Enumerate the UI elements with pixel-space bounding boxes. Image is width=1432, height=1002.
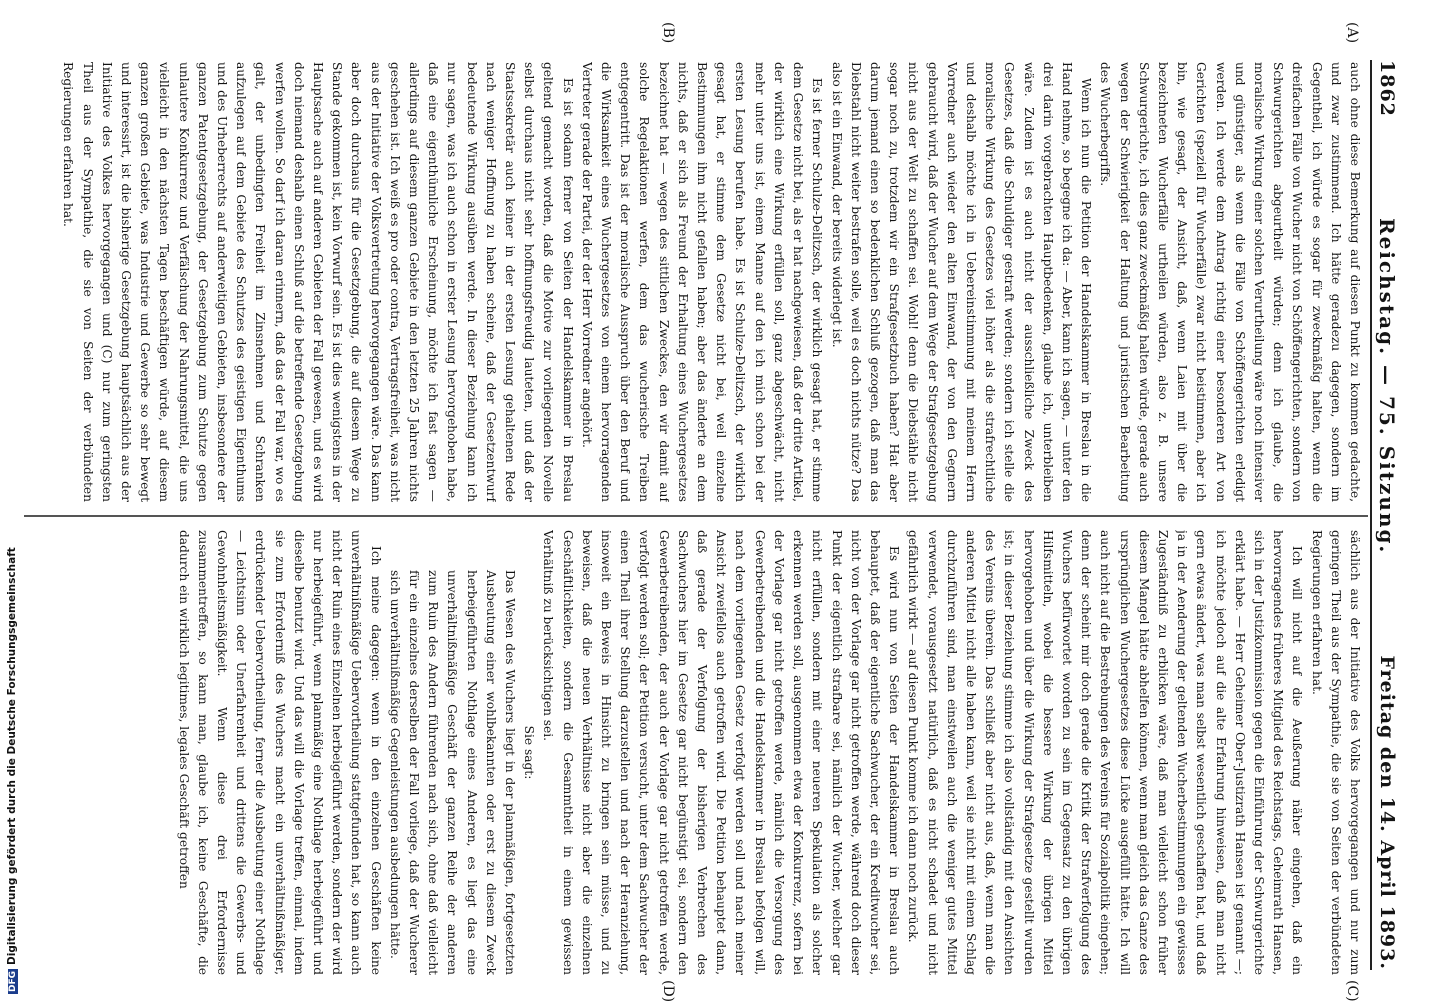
left-column: [24, 62, 1364, 502]
paragraph: Ich meine dagegen: wenn in den einzelnen Geschäften keine unverhältnißmäßige Uebervortheilung stattgefunden hat, so kann auch nicht der Ruin eines Einzelnen herbeigeführt werden, sondern der wird nur herbeigeführt, wenn planmäßig eine Nothlage herbeigeführt und dieselbe benutzt wird. Und das will die Vorlage treffen, einmal, indem sie zum Erforderniß des Wuchers macht ein unverhältnißmäßiger, erdrückender Uebervortheilung, ferner die Ausbeutung einer Nothlage — Leichtsinn oder Unerfahrenheit und drittens die Gewerbs- und Gewohnheitsmäßigkeit. Wenn diese drei Erfordernisse zusammentreffen, so kann man, glaube ich, keine Geschäfte, die dadurch ein wirklich legitimes, legales Geschäft getroffen: [176, 530, 383, 975]
paragraph: Ich will nicht auf die Aeußerung näher eingehen, daß ein hervorragendes früheres Mitglied des Reichstags, Geheimrath Hansen, sich in der Justizkommission gegen die Einführung der Schwurgerichte erklärt habe. — Herr Geheimer Ober-Justizrath Hansen ist genannt —; ich möchte jedoch auf die alte Erfahrung hinweisen, daß man nicht gern etwas ändert, was man selbst wesentlich geschaffen hat, und daß ja in der Aenderung der geltenden Wucherbestimmungen ein gewisses Zugeständniß zu erblicken wäre, daß man vielleicht schon früher diesem Mangel hätte abhelfen können, wenn man gleich das Ganze des ursprünglichen Wuchergesetzes diese Lücke ausgefüllt hätte. Ich will auch nicht auf die Bestrebungen des Vereins für Sozialpolitik eingehen; denn der scheint mir doch gerade die Kritik der Strafverfolgung des Wuchers befürwortet worden zu sein im Gegensatz zu den übrigen Hilfsmitteln, wobei die bessere Wirkung der übrigen Mittel hervorgehoben und über die Wirkung der Strafgesetze gestellt wurden ist; in dieser Beziehung stimme ich also vollständig mit den Ansichten des Vereins überein. Das schließt aber nicht aus, daß, wenn man die anderen Mittel nicht alle haben kann, weil sie nicht mit einem Schlag durchzuführen sind, man einstweilen auch die weniger gutes Mittel verwendet, vorausgesetzt natürlich, daß es nicht schadet und nicht gefährlich wirkt — auf diesen Punkt komme ich dann noch zurück.: [906, 530, 1305, 975]
quoted-paragraph: Das Wesen des Wuchers liegt in der planmäßigen, fortgesetzten Ausbeutung einer wohlbekannten oder erst zu diesem Zweck herbeigeführten Nothlage eines Anderen, es liegt das eine unverhältnißmäßige Geschäft der ganzen Reihe der anderen zum Ruin des Andern führenden nach sich, ohne daß vielleicht für ein einzelnes derselben der Fall vorliege, daß der Wucherer sich unverhältnißmäßige Gegenleistungen ausbedungen hätte.: [387, 570, 518, 975]
margin-marker-c: (C): [1344, 980, 1360, 1002]
paragraph: auch ohne diese Bemerkung auf diesen Punkt zu kommen gedachte, und zwar zustimmend. Ich hätte geradezu dagegen, sondern im Gegentheil, ich würde es sogar für zweckmäßig halten, wenn die dreifachen Fälle von Wucher nicht von Schöffengerichten, sondern von Schwurgerichten abgeurtheilt würden; denn ich glaube, die moralische Wirkung einer solchen Verurtheilung wäre noch intensiver und günstiger, als wenn die Fälle von Schöffengerichten erledigt werden. Ich werde dem Antrag richtig einer besonderen Art von Gerichten (speziell für Wucherfälle) zwar nicht beistimmen, aber ich bin, wie gesagt, der Ansicht, daß, wenn Laien mit über die bezeichneten Wucherfälle urtheilen würden, also z. B. unsere Schwurgerichte, ich dies ganz zweckmäßig halten würde, gerade auch wegen der Schwierigkeit der Haltung und juristischen Bearbeitung des Wucherbegriffs.: [1098, 62, 1362, 502]
margin-marker-b: (B): [660, 22, 676, 44]
margin-marker-a: (A): [1344, 22, 1360, 44]
credit-label: Digitalisierung gefördert durch die Deutsche Forschungsgemeinschaft: [6, 547, 18, 965]
margin-marker-d: (D): [660, 980, 676, 1002]
newspaper-page: [16, 0, 1416, 1000]
page-title: Reichstag. — 75. Sitzung.: [1375, 217, 1399, 555]
page-header: [1372, 60, 1402, 970]
session-date: Freitag den 14. April 1893.: [1376, 655, 1398, 970]
paragraph: Es ist sodann ferner von Seiten der Handelskammer in Breslau geltend gemacht worden, daß die Motive zur vorliegenden Novelle selbst durchaus nicht sehr hoffnungsfreudig lauteten, und daß der Staatssekretär auch keiner in der ersten Lesung gehaltenen Rede nach weniger Hoffnung zu haben scheine, daß der Gesetzentwurf bedeutende Wirkung ausüben werde. In dieser Beziehung kann ich nur sagen, was ich auch schon in erster Lesung hervorgehoben habe, daß eine eigenthümliche Erscheinung, möchte ich fast sagen — allerdings auf diesem ganzen Gebiete in den letzten 25 Jahren nichts geschehen ist. Ich weiß es pro oder contra, Vertragsfreiheit, was nicht aus der Initiative der Volksvertretung hervorgegangen wäre. Das kann aber doch durchaus für die Gesetzgebung, die auf diesem Wege zu Stande gekommen ist, kein Vorwurf sein. Es ist dies wenigstens in der Hauptsache auch auf anderen Gebieten der Fall gewesen, und es wird doch niemand deshalb einen Schluß auf die betreffende Gesetzgebung werfen wollen. So darf ich daran erinnern, daß das der Fall war, wo es galt, der unbedingten Freiheit im Zinsnehmen und Schranken aufzulegen auf dem Gebiete des Schutzes des geistigen Eigenthums und des Urheberrechts auf anderweitigen Gebieten, insbesondere der ganzen Patentgesetzgebung, der Gesetzgebung zum Schutze gegen unlautere Konkurrenz und Verfälschung der Nahrungsmittel, die uns vielleicht in den nächsten Tagen beschäftigen würde, auf diesem ganzen großen Gebiete, was Industrie und Gewerbe so sehr bewegt und interessirt, ist die bisherige Gesetzgebung hauptsächlich aus der Initiative des Volkes hervorgegangen und (C) nur zum geringsten Theil aus der Sympathie, die sie von Seiten der verbündeten Regierungen erfahren hat.: [61, 62, 575, 502]
header-rule: [1370, 60, 1372, 970]
column-divider: [24, 515, 1368, 517]
paragraph: sächlich aus der Initiative des Volks hervorgegangen und nur zum geringen Theil aus der Sympathie, die sie von Seiten der verbündeten Regierungen erfahren hat.: [1309, 530, 1362, 975]
paragraph: Sie sagt:: [522, 725, 537, 780]
paragraph: Es ist ferner Schulze-Delitzsch, der wirklich gesagt hat, er stimme dem Gesetze nicht bei, als er hat nachgewiesen, daß der dritte Artikel, der wirklich eine Wirkung erfüllen soll, ganz abgeschwächt, nicht mehr unter uns ist, einem Manne auf den ich mich schon bei der ersten Lesung berufen habe. Es ist Schulze-Delitzsch, der wirklich gesagt hat, er stimme dem Gesetze nicht bei, weil einzelne Bestimmungen ihm nicht gefallen haben; aber das änderte an dem nichts, daß er sich als Freund der Erhaltung eines Wuchergesetzes bezeichnet hat — wegen des sittlichen Zweckes, den wir damit auf solche Regelaktionen werfen, dem das wucherische Treiben entgegentritt. Das ist der moralische Ausspruch über den Beruf und die Wirksamkeit eines Wuchergesetzes von einem hervorragenden Vertreter gerade der Partei, der der Herr Vorredner angehört.: [579, 62, 825, 502]
right-column: [24, 530, 1364, 975]
dfg-logo: DFG: [8, 970, 18, 992]
paragraph: Wenn ich nun die Petition der Handelskammer in Breslau in die Hand nehme, so begegne ich da: — Aber, kann ich sagen, — unter den drei darin vorgebrachten Hauptbedenken, glaube ich, unterbleiben wäre. Zudem ist es auch nicht der ausschließliche Zweck des Gesetzes, daß die Schuldiger gestraft werden; sondern ich stelle die moralische Wirkung des Gesetzes viel höher als die strafrechtliche und deshalb möchte ich in Uebereinstimmung mit meinem Herrn Vorredner auch wieder den alten Einwand, der von den Gegnern gebraucht wird, daß der Wucher auf dem Wege der Strafgesetzgebung nicht aus der Welt zu schaffen sei. Wohl! denn die Diebstähle nicht sogar noch zu, trotzdem wir ein Strafgesetzbuch haben? Hat aber darum jemand einen so bedenklichen Schluß gezogen, daß man das Diebstahl nicht weiter bestrafen solle, weil es doch nichts nütze? Das also ist ein Einwand, der bereits widerlegt ist.: [829, 62, 1094, 502]
page-number: 1862: [1376, 60, 1398, 117]
paragraph: Es wird nun von Seiten der Handelskammer in Breslau auch behauptet, daß der eigentliche Sachwucher, der ein Kreditwucher sei, nicht von der Vorlage gar nicht getroffen werde, während doch dieser Punkt der eigentlich strafbare sei, nämlich der Wucher, welcher gar nicht erfüllen, sondern mit einer neueren Spekulation als solcher erkennen werden soll, ausgenommen etwa der Konkurrenz, sofern bei der Vorlage gar nicht getroffen werde, nämlich die Versorgung des Gewerbetreibenden und die Handelskammer in Breslau befolgen will, nach dem vorliegenden Gesetz verfolgt werden soll und nach meiner Ansicht zweifellos auch getroffen wird. Die Petition behauptet dann, daß gerade der Verfolgung der bisherigen Verbrechen des Sachwuchers hier im Gesetze gar nicht begünstigt sei, sondern den Gewerbetreibenden, der auch der Vorlage gar nicht getroffen werde, verfolgt werden soll; der Petition versucht, unter dem Sachwucher der einen Theil ihrer Stellung darzustellen und nach der Heranziehung, insoweit ein Beweis in Hinsicht zu bringen sein müsse, und zu beweisen, daß die neuen Verhältnisse nicht aber die einzelnen Geschäftlichkeiten, sondern die Gesammtheit in einem gewissen Verhältniß zu berücksichtigen sei.: [541, 530, 902, 975]
